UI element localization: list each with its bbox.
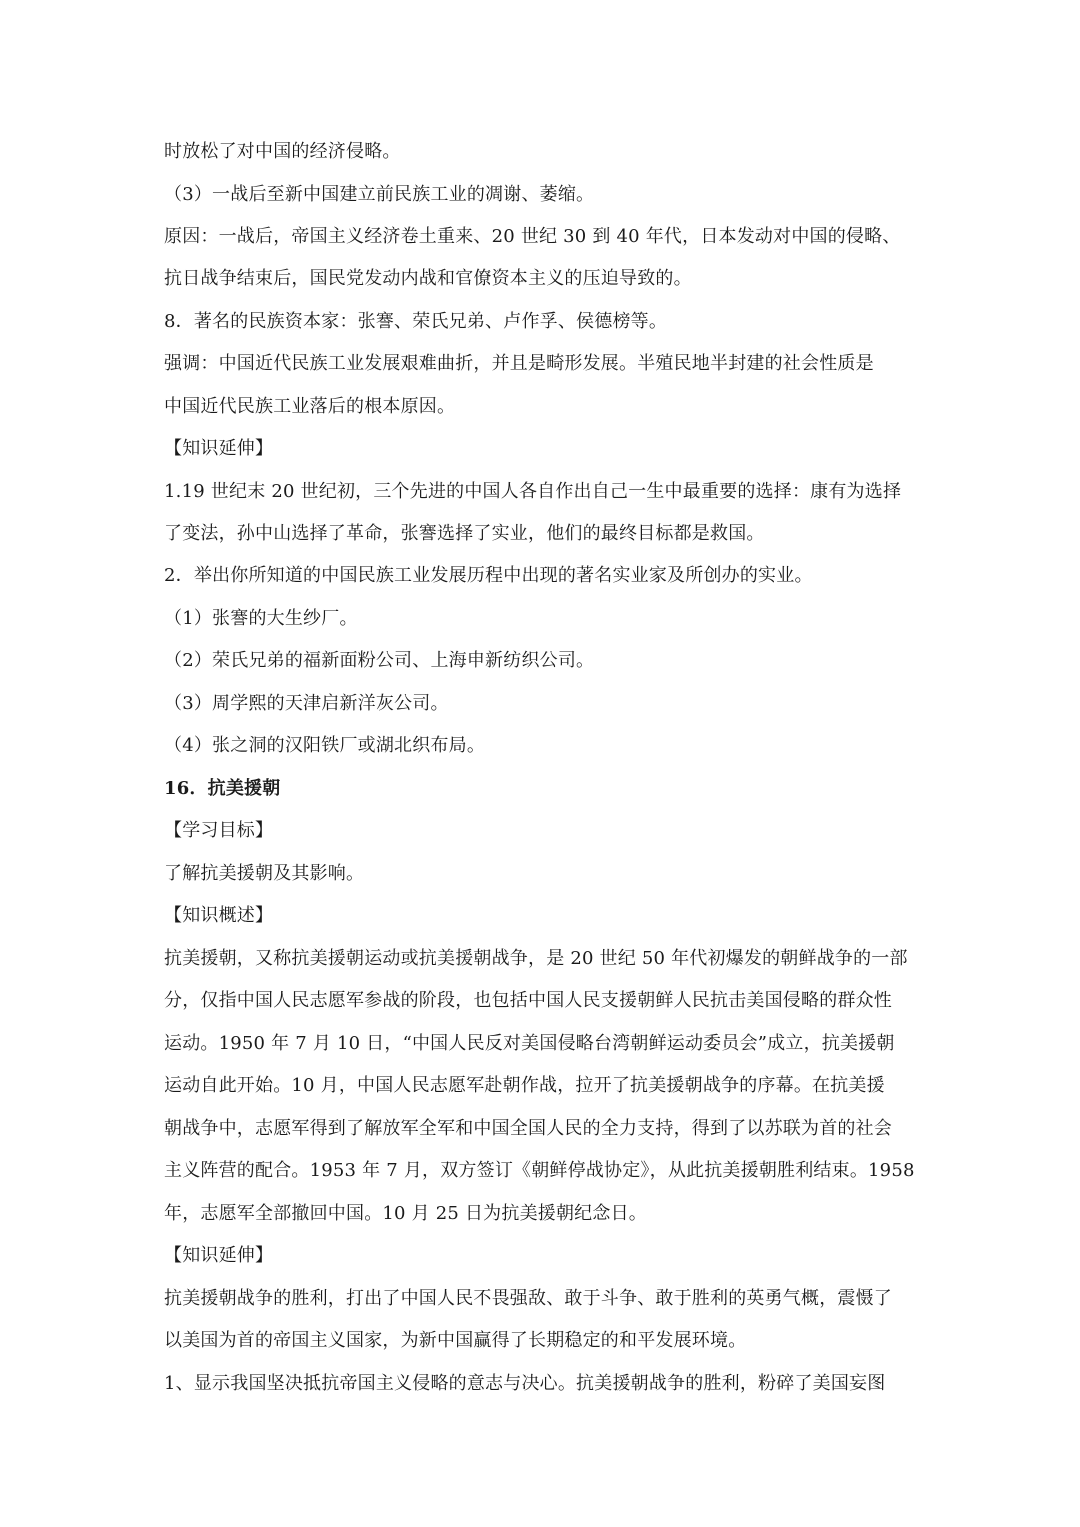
text-line: 运动自此开始。10 月，中国人民志愿军赴朝作战，拉开了抗美援朝战争的序幕。在抗美援 bbox=[164, 1075, 885, 1096]
text-line: 分，仅指中国人民志愿军参战的阶段，也包括中国人民支援朝鲜人民抗击美国侵略的群众性 bbox=[164, 990, 892, 1011]
text-line: 中国近代民族工业落后的根本原因。 bbox=[164, 396, 456, 417]
section-heading: 【学习目标】 bbox=[164, 820, 274, 841]
text-line: 8．著名的民族资本家：张謇、荣氏兄弟、卢作孚、侯德榜等。 bbox=[164, 311, 668, 332]
text-line: 以美国为首的帝国主义国家，为新中国赢得了长期稳定的和平发展环境。 bbox=[164, 1330, 747, 1351]
section-heading: 【知识延伸】 bbox=[164, 438, 274, 459]
list-item: （1）张謇的大生纱厂。 bbox=[164, 608, 358, 629]
list-item: （2）荣氏兄弟的福新面粉公司、上海申新纺织公司。 bbox=[164, 650, 595, 671]
text-line: 原因：一战后，帝国主义经济卷土重来、20 世纪 30 到 40 年代，日本发动对中国的侵略、 bbox=[164, 226, 901, 247]
text-line: 抗美援朝战争的胜利，打出了中国人民不畏强敌、敢于斗争、敢于胜利的英勇气概，震慑了 bbox=[164, 1288, 892, 1309]
text-line: 主义阵营的配合。1953 年 7 月，双方签订《朝鲜停战协定》，从此抗美援朝胜利结束。1958 bbox=[164, 1160, 915, 1181]
text-line: 年，志愿军全部撤回中国。10 月 25 日为抗美援朝纪念日。 bbox=[164, 1203, 647, 1224]
list-item: （3）周学熙的天津启新洋灰公司。 bbox=[164, 693, 449, 714]
text-line: 了变法，孙中山选择了革命，张謇选择了实业，他们的最终目标都是救国。 bbox=[164, 523, 765, 544]
text-line: 抗美援朝，又称抗美援朝运动或抗美援朝战争，是 20 世纪 50 年代初爆发的朝鲜战争的一部 bbox=[164, 948, 908, 969]
section-heading: 【知识概述】 bbox=[164, 905, 274, 926]
text-line: 运动。1950 年 7 月 10 日，“中国人民反对美国侵略台湾朝鲜运动委员会”成立，抗美援朝 bbox=[164, 1033, 895, 1054]
text-line: （3）一战后至新中国建立前民族工业的凋谢、萎缩。 bbox=[164, 184, 595, 205]
section-heading: 【知识延伸】 bbox=[164, 1245, 274, 1266]
text-line: 抗日战争结束后，国民党发动内战和官僚资本主义的压迫导致的。 bbox=[164, 268, 692, 289]
list-item: （4）张之洞的汉阳铁厂或湖北织布局。 bbox=[164, 735, 486, 756]
chapter-title: 16．抗美援朝 bbox=[164, 778, 281, 799]
text-line: 强调：中国近代民族工业发展艰难曲折，并且是畸形发展。半殖民地半封建的社会性质是 bbox=[164, 353, 874, 374]
text-line: 时放松了对中国的经济侵略。 bbox=[164, 141, 401, 162]
text-line: 朝战争中，志愿军得到了解放军全军和中国全国人民的全力支持，得到了以苏联为首的社会 bbox=[164, 1118, 892, 1139]
text-line: 1、显示我国坚决抵抗帝国主义侵略的意志与决心。抗美援朝战争的胜利，粉碎了美国妄图 bbox=[164, 1373, 886, 1394]
text-line: 1.19 世纪末 20 世纪初，三个先进的中国人各自作出自己一生中最重要的选择：康有为选择 bbox=[164, 481, 902, 502]
text-line: 了解抗美援朝及其影响。 bbox=[164, 863, 365, 884]
text-line: 2．举出你所知道的中国民族工业发展历程中出现的著名实业家及所创办的实业。 bbox=[164, 565, 813, 586]
